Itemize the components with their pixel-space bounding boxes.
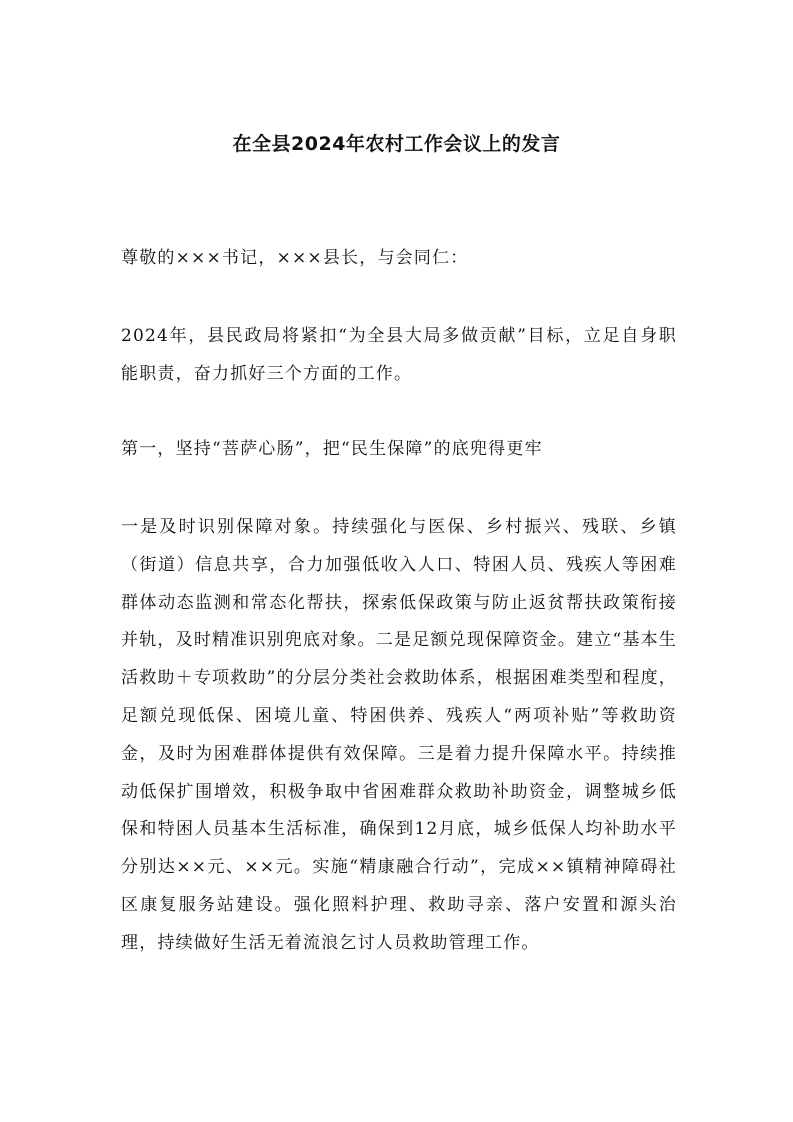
greeting-paragraph: 尊敬的×××书记，×××县长，与会同仁： — [121, 248, 469, 268]
section-body-paragraph: 一是及时识别保障对象。持续强化与医保、乡村振兴、残联、乡镇（街道）信息共享，合力加强低收入人口、特困人员、残疾人等困难群体动态监测和常态化帮扶，探索低保政策与防止返贫帮扶政策衔接并轨，及时精准识别兜底对象。二是足额兑现保障资金。建立“基本生活救助＋专项救助”的分层分类社会救助体系，根据困难类型和程度，足额兑现低保、困境儿童、特困供养、残疾人“两项补贴”等救助资金，及时为困难群体提供有效保障。三是着力提升保障水平。持续推动低保扩围增效，积极争取中省困难群众救助补助资金，调整城乡低保和特困人员基本生活标准，确保到12月底，城乡低保人均补助水平分别达××元、××元。实施“精康融合行动”，完成××镇精神障碍社区康复服务站建设。强化照料护理、救助寻亲、落户安置和源头治理，持续做好生活无着流浪乞讨人员救助管理工作。 — [121, 517, 677, 953]
intro-paragraph: 2024年，县民政局将紧扣“为全县大局多做贡献”目标，立足自身职能职责，奋力抓好三个方面的工作。 — [121, 326, 677, 384]
document-title: 在全县2024年农村工作会议上的发言 — [232, 133, 561, 155]
section-heading: 第一，坚持“菩萨心肠”，把“民生保障”的底兜得更牢 — [121, 439, 543, 459]
